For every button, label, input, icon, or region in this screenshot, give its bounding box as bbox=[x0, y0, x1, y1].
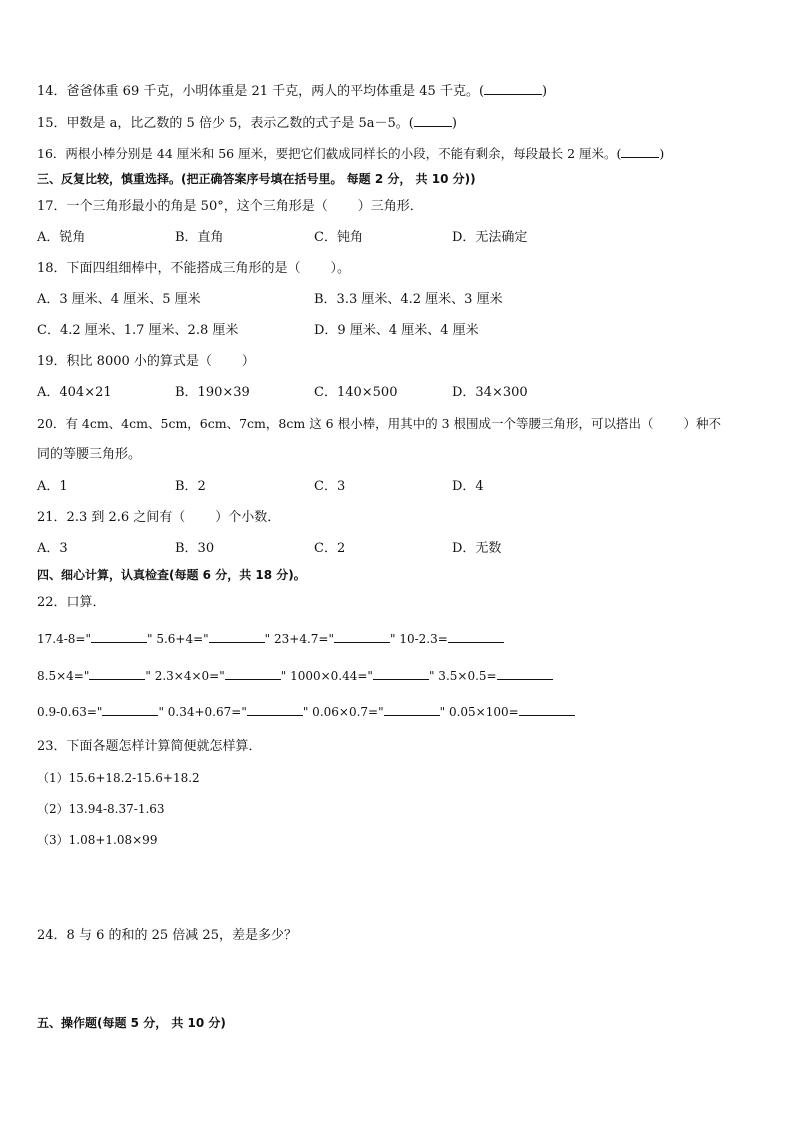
question-18: 18．下面四组细棒中，不能搭成三角形的是（ ）。 bbox=[37, 261, 351, 276]
question-15: 15．甲数是 a，比乙数的 5 倍少 5，表示乙数的式子是 5a－5。( ) bbox=[37, 116, 457, 131]
q23-item-3: （3）1.08+1.08×99 bbox=[37, 833, 158, 847]
q18-option-c[interactable]: C．4.2 厘米、1.7 厘米、2.8 厘米 bbox=[37, 323, 239, 338]
section-4-heading: 四、细心计算，认真检查(每题 6 分，共 18 分)。 bbox=[37, 568, 306, 582]
q19-option-b[interactable]: B．190×39 bbox=[175, 385, 250, 400]
question-14: 14．爸爸体重 69 千克，小明体重是 21 千克，两人的平均体重是 45 千克。( ) bbox=[37, 84, 548, 99]
q19-option-d[interactable]: D．34×300 bbox=[452, 385, 528, 400]
answer-blank[interactable] bbox=[373, 667, 429, 680]
q22-row-1: 17.4-8=" " 5.6+4=" " 23+4.7=" " 10-2.3= bbox=[37, 630, 504, 648]
question-20-continued: 同的等腰三角形。 bbox=[37, 447, 142, 462]
q17-option-c[interactable]: C．钝角 bbox=[314, 230, 363, 245]
q20-option-a[interactable]: A．1 bbox=[37, 479, 68, 494]
answer-blank[interactable] bbox=[247, 703, 303, 716]
q23-item-2: （2）13.94-8.37-1.63 bbox=[37, 802, 165, 816]
answer-blank[interactable] bbox=[384, 703, 440, 716]
question-22-title: 22．口算． bbox=[37, 595, 106, 610]
answer-blank[interactable] bbox=[448, 630, 504, 643]
question-21: 21．2.3 到 2.6 之间有（ ）个小数． bbox=[37, 510, 281, 525]
q20-option-c[interactable]: C．3 bbox=[314, 479, 346, 494]
q21-option-c[interactable]: C．2 bbox=[314, 541, 346, 556]
question-16: 16．两根小棒分别是 44 厘米和 56 厘米，要把它们截成同样长的小段，不能有剩余，每段最长 2 厘米。( ) bbox=[37, 146, 665, 161]
q22-row-2: 8.5×4=" " 2.3×4×0=" " 1000×0.44=" " 3.5×0.5= bbox=[37, 667, 553, 685]
answer-blank[interactable] bbox=[102, 703, 158, 716]
q21-option-a[interactable]: A．3 bbox=[37, 541, 68, 556]
q17-option-a[interactable]: A．锐角 bbox=[37, 230, 86, 245]
answer-blank[interactable] bbox=[89, 667, 145, 680]
answer-blank[interactable] bbox=[414, 114, 452, 127]
q21-option-d[interactable]: D．无数 bbox=[452, 541, 502, 556]
question-24: 24．8 与 6 的和的 25 倍减 25，差是多少？ bbox=[37, 928, 297, 943]
answer-blank[interactable] bbox=[484, 82, 542, 95]
q18-option-b[interactable]: B．3.3 厘米、4.2 厘米、3 厘米 bbox=[314, 292, 503, 307]
q23-item-1: （1）15.6+18.2-15.6+18.2 bbox=[37, 771, 200, 785]
answer-blank[interactable] bbox=[91, 630, 147, 643]
q22-row-3: 0.9-0.63=" " 0.34+0.67=" " 0.06×0.7=" " 0.05×100= bbox=[37, 703, 575, 721]
question-20: 20．有 4cm、4cm、5cm，6cm、7cm，8cm 这 6 根小棒，用其中的 3 根围成一个等腰三角形，可以搭出（ ）种不 bbox=[37, 416, 722, 431]
q18-option-a[interactable]: A．3 厘米、4 厘米、5 厘米 bbox=[37, 292, 201, 307]
answer-blank[interactable] bbox=[209, 630, 265, 643]
q18-option-d[interactable]: D．9 厘米、4 厘米、4 厘米 bbox=[314, 323, 479, 338]
question-19: 19．积比 8000 小的算式是（ ） bbox=[37, 354, 255, 369]
q17-option-b[interactable]: B．直角 bbox=[175, 230, 224, 245]
answer-blank[interactable] bbox=[621, 145, 659, 158]
answer-blank[interactable] bbox=[519, 703, 575, 716]
q19-option-a[interactable]: A．404×21 bbox=[37, 385, 112, 400]
q21-option-b[interactable]: B．30 bbox=[175, 541, 215, 556]
section-5-heading: 五、操作题(每题 5 分， 共 10 分) bbox=[37, 1016, 226, 1030]
q17-option-d[interactable]: D．无法确定 bbox=[452, 230, 528, 245]
answer-blank[interactable] bbox=[225, 667, 281, 680]
answer-blank[interactable] bbox=[497, 667, 553, 680]
q20-option-b[interactable]: B．2 bbox=[175, 479, 206, 494]
answer-blank[interactable] bbox=[334, 630, 390, 643]
q20-option-d[interactable]: D．4 bbox=[452, 479, 484, 494]
question-23-title: 23．下面各题怎样计算简便就怎样算． bbox=[37, 739, 262, 754]
q19-option-c[interactable]: C．140×500 bbox=[314, 385, 398, 400]
section-3-heading: 三、反复比较，慎重选择。(把正确答案序号填在括号里。 每题 2 分， 共 10 分)) bbox=[37, 172, 476, 186]
question-17: 17．一个三角形最小的角是 50°，这个三角形是（ ）三角形． bbox=[37, 199, 423, 214]
